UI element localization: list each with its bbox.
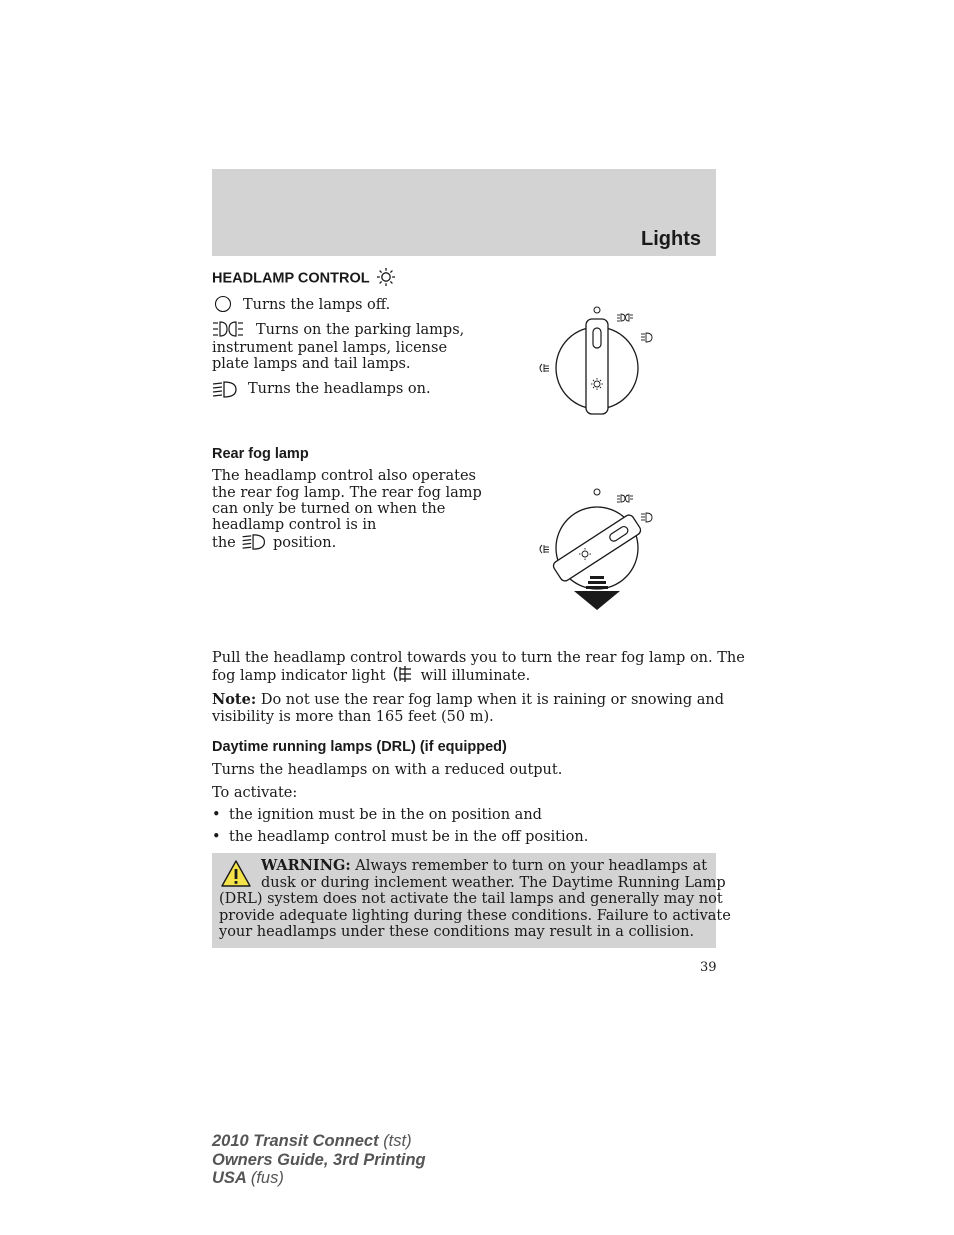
chapter-header	[212, 169, 716, 256]
footer-market: USA	[212, 1169, 247, 1187]
footer-model-code: (tst)	[383, 1132, 412, 1150]
rear-fog-line5-pre: the	[212, 535, 236, 551]
parking-line1: Turns on the parking lamps,	[256, 322, 465, 338]
headlamp-beam-icon	[212, 380, 238, 399]
rear-fog-line5-post: position.	[272, 535, 337, 551]
rear-fog-switch-diagram	[530, 482, 660, 614]
list-item-text: the ignition must be in the on position and	[229, 807, 542, 823]
note-label: Note:	[212, 691, 257, 708]
rear-fog-heading: Rear fog lamp	[212, 446, 309, 462]
footer	[212, 1132, 426, 1188]
chapter-title: Lights	[641, 228, 701, 250]
pull-line2	[212, 668, 530, 685]
list-item-text: the headlamp control must be in the off position.	[229, 829, 589, 845]
rear-fog-line5	[212, 535, 336, 552]
headlamps-on-text: Turns the headlamps on.	[248, 381, 431, 397]
warning-line2	[219, 874, 726, 892]
warning-line5: your headlamps under these conditions may result in a collision.	[219, 924, 695, 941]
pull-line2-pre: fog lamp indicator light	[212, 668, 386, 684]
footer-line3	[212, 1169, 426, 1188]
rear-fog-line3: can only be turned on when the	[212, 501, 446, 517]
warning-line2-text: dusk or during inclement weather. The Daytime Running Lamp	[261, 874, 726, 891]
off-text: Turns the lamps off.	[243, 297, 391, 313]
note-line1	[212, 692, 724, 709]
warning-text	[219, 857, 731, 941]
pull-line1: Pull the headlamp control towards you to turn the rear fog lamp on. The	[212, 650, 745, 666]
footer-line1	[212, 1132, 426, 1151]
bullet-icon: •	[212, 807, 221, 823]
footer-model: 2010 Transit Connect	[212, 1132, 379, 1150]
page-number: 39	[700, 960, 717, 975]
footer-line2: Owners Guide, 3rd Printing	[212, 1150, 426, 1169]
headlamp-beam-icon	[241, 533, 267, 551]
warning-box	[212, 853, 731, 948]
list-item	[212, 829, 588, 845]
headlamp-switch-diagram	[530, 300, 660, 420]
footer-market-code: (fus)	[250, 1169, 284, 1187]
rear-fog-line2: the rear fog lamp. The rear fog lamp	[212, 485, 482, 501]
warning-line3: (DRL) system does not activate the tail lamps and generally may not	[219, 891, 723, 908]
warning-line1-text: Always remember to turn on your headlamps at	[355, 858, 708, 874]
note-line2: visibility is more than 165 feet (50 m).	[212, 709, 494, 725]
headlamp-control-heading	[212, 270, 397, 287]
drl-text1: Turns the headlamps on with a reduced output.	[212, 762, 563, 778]
pull-line2-post: will illuminate.	[420, 668, 531, 684]
off-circle-icon	[214, 295, 232, 313]
note-text-line1: Do not use the rear fog lamp when it is raining or snowing and	[260, 692, 724, 708]
rear-fog-line1: The headlamp control also operates	[212, 468, 476, 484]
warning-label: WARNING:	[261, 857, 351, 874]
rear-fog-indicator-icon	[391, 665, 415, 683]
headlamp-sun-icon	[375, 267, 397, 287]
parking-lamps-icon	[212, 320, 245, 338]
drl-heading: Daytime running lamps (DRL) (if equipped)	[212, 739, 507, 755]
list-item	[212, 807, 542, 823]
warning-line1	[219, 858, 707, 875]
bullet-icon: •	[212, 829, 221, 845]
drl-text2: To activate:	[212, 785, 298, 801]
parking-line2: instrument panel lamps, license	[212, 340, 448, 356]
warning-line4: provide adequate lighting during these conditions. Failure to activate	[219, 907, 731, 924]
rear-fog-line4: headlamp control is in	[212, 517, 377, 533]
headlamp-control-heading-text: HEADLAMP CONTROL	[212, 270, 370, 287]
parking-line3: plate lamps and tail lamps.	[212, 356, 411, 372]
